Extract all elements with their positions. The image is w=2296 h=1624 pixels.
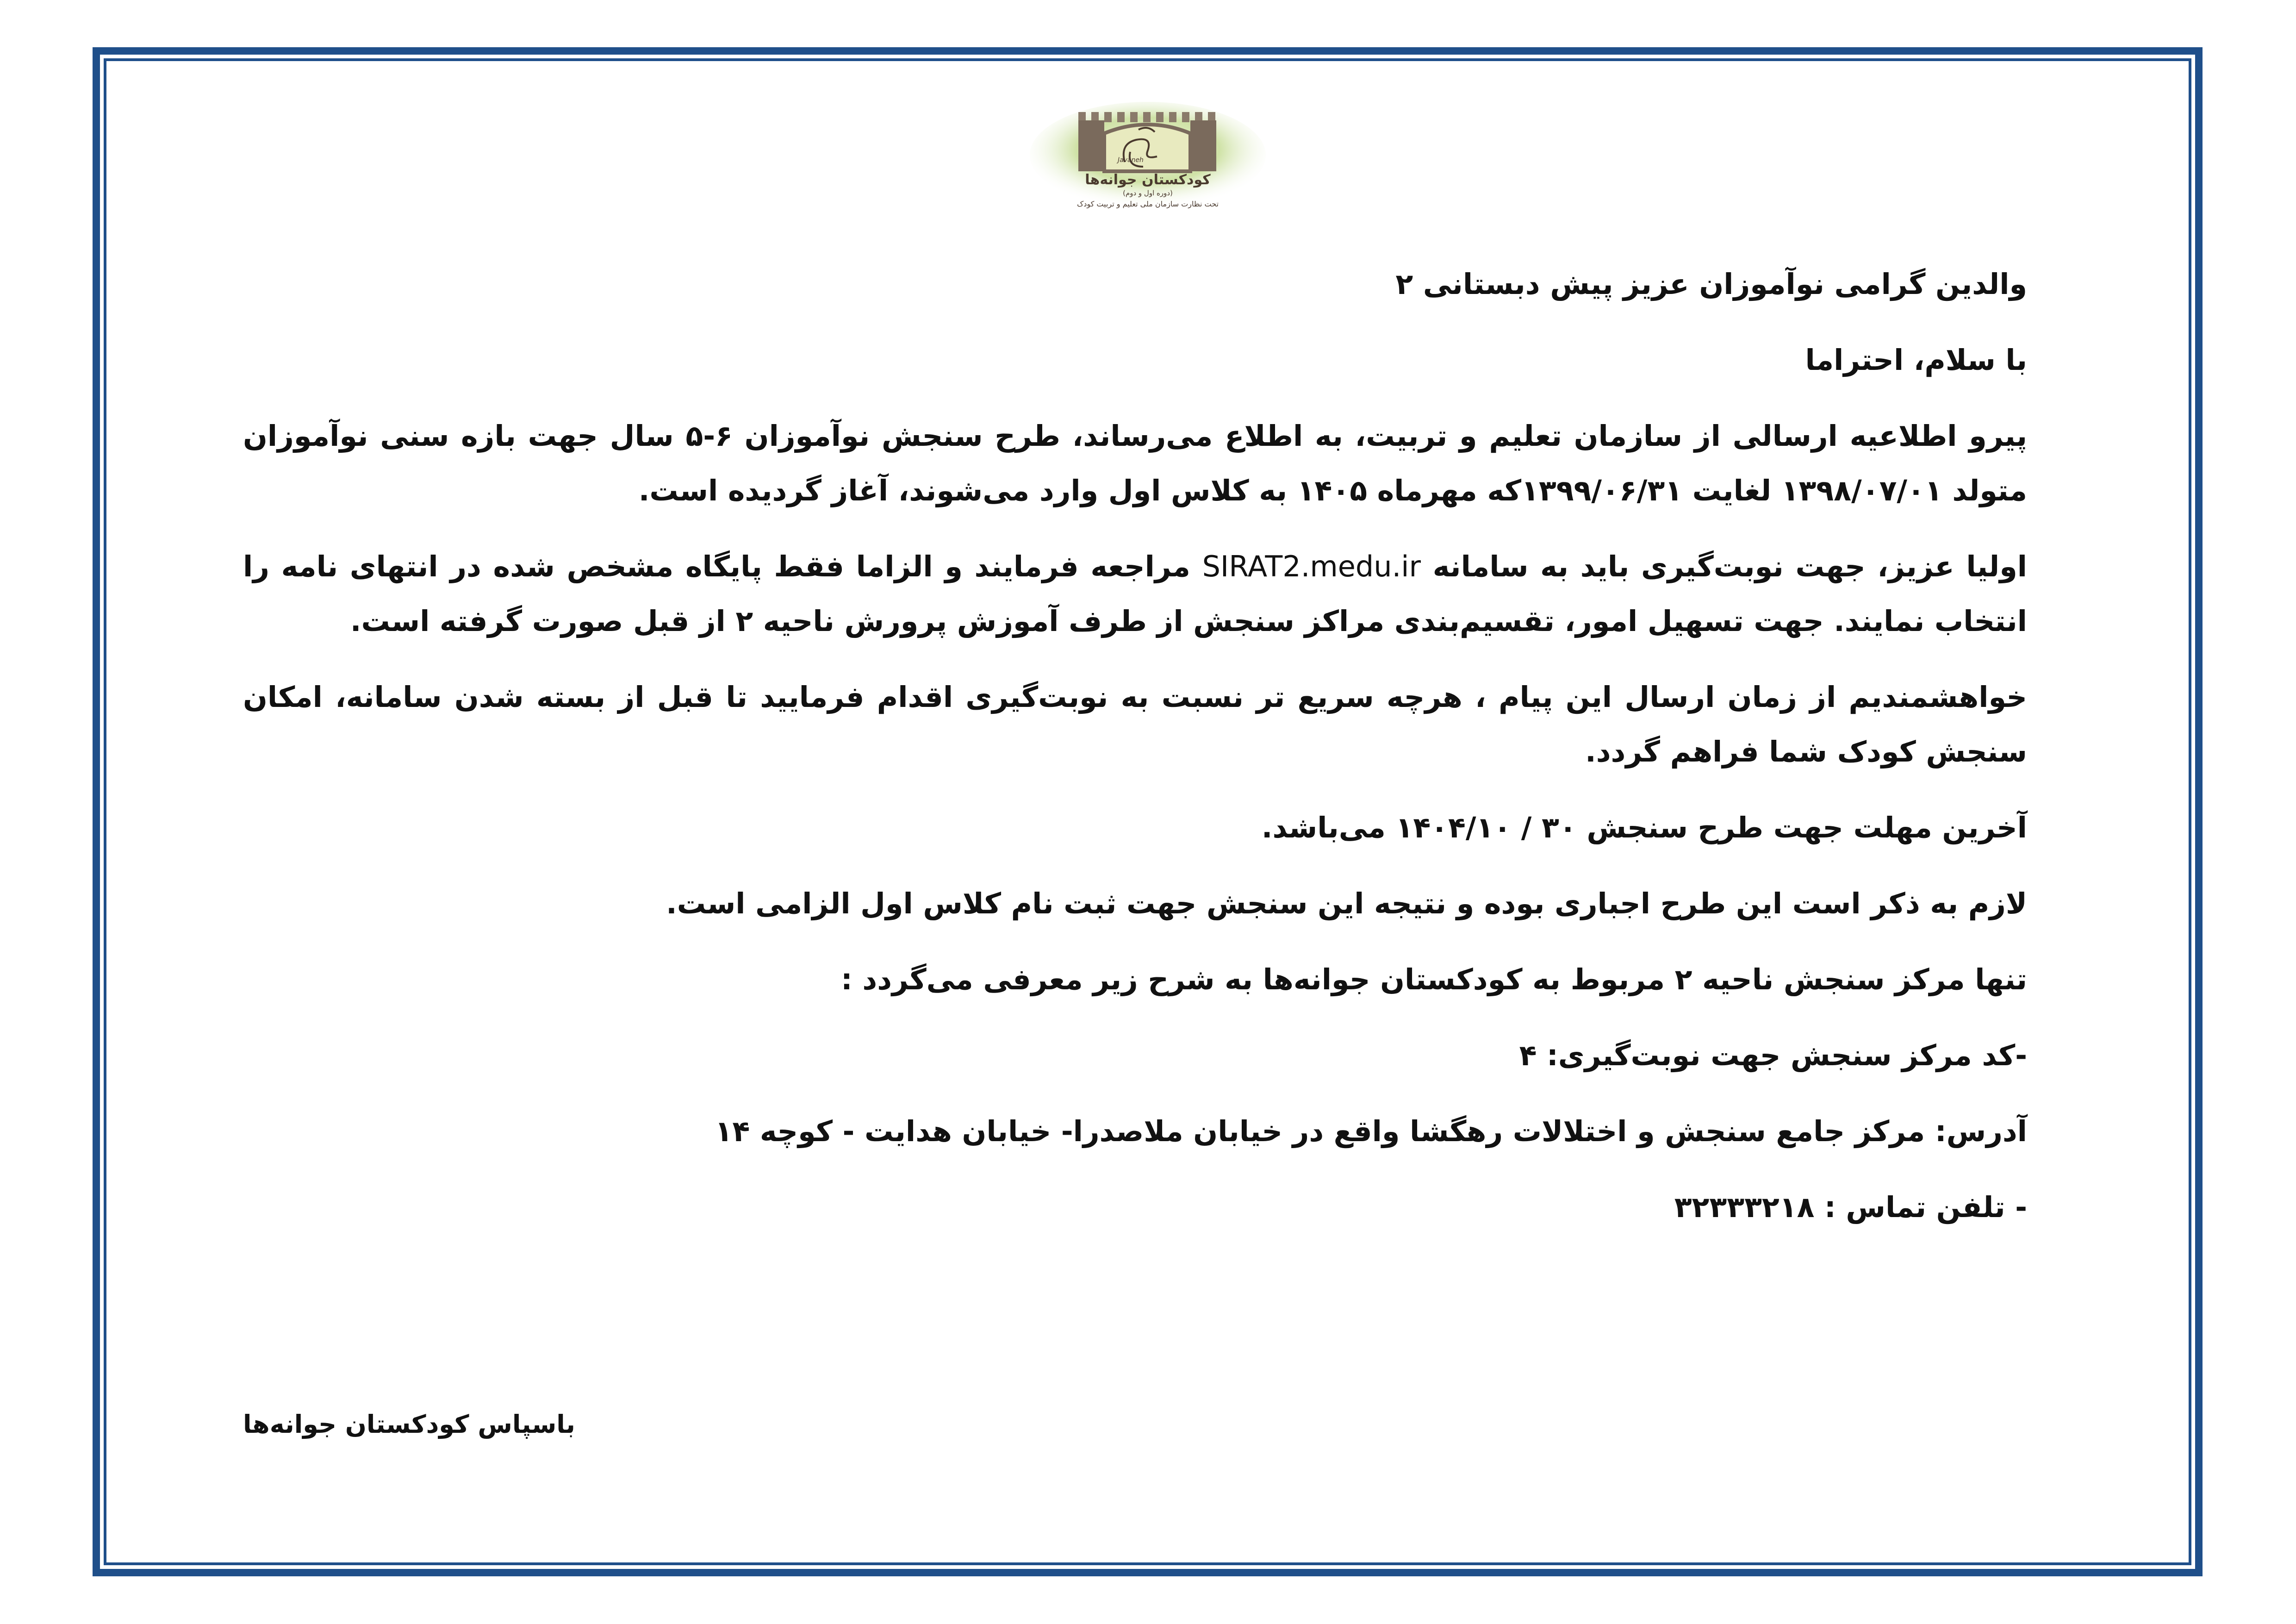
letter-center-code: -کد مرکز سنجش جهت نوبت‌گیری: ۴ bbox=[1519, 1038, 2027, 1072]
letter-heading: والدین گرامی نوآموزان عزیز پیش دبستانی ۲ bbox=[1395, 267, 2027, 301]
logo-caption: تحت نظارت سازمان ملی تعلیم و تربیت کودک bbox=[1076, 200, 1219, 208]
castle-icon bbox=[1078, 112, 1216, 171]
letter-signature: باسپاس کودکستان جوانه‌ها bbox=[243, 1410, 575, 1439]
letter-paragraph-intro: پیرو اطلاعیه ارسالی از سازمان تعلیم و تربیت، به اطلاع می‌رساند، طرح سنجش نوآموزان ۶-۵ سال جهت بازه سنی نوآموزان متولد ۱۳۹۸/۰۷/۰۱ لغایت ۱۳۹۹/۰۶/۳۱که مهرماه ۱۴۰۵ به کلاس اول وارد می‌شوند، آغاز گردیده است. bbox=[243, 419, 2028, 507]
letter-paragraph-urgency: خواهشمندیم از زمان ارسال این پیام ، هرچه سریع تر نسبت به نوبت‌گیری اقدام فرمایید تا قبل از بسته شدن سامانه، امکان سنجش کودک شما فراهم گردد. bbox=[243, 680, 2027, 768]
letter-center-intro: تنها مرکز سنجش ناحیه ۲ مربوط به کودکستان جوانه‌ها به شرح زیر معرفی می‌گردد : bbox=[841, 962, 2027, 996]
letter-greeting: با سلام، احتراما bbox=[1805, 343, 2027, 377]
sirat-website-link[interactable]: SIRAT2.medu.ir bbox=[1202, 550, 1421, 583]
svg-text:Javaneh: Javaneh bbox=[1118, 156, 1144, 164]
registration-text-after: مراجعه فرمایند و الزاما فقط پایگاه مشخص شده در انتهای نامه را انتخاب نمایند. جهت تسهیل امور، تقسیم‌بندی مراکز سنجش از طرف آموزش پرورش ناحیه ۲ از قبل صورت گرفته است. bbox=[243, 550, 2027, 638]
letter-paragraph-registration bbox=[243, 539, 2027, 649]
registration-text-before: اولیا عزیز، جهت نوبت‌گیری باید به سامانه bbox=[1432, 550, 2028, 583]
letter-address: آدرس: مرکز جامع سنجش و اختلالات رهگشا واقع در خیابان ملاصدرا- خیابان هدایت - کوچه ۱۴ bbox=[715, 1114, 2027, 1148]
letter-phone: - تلفن تماس : ۳۲۳۳۳۲۱۸ bbox=[1674, 1190, 2027, 1224]
letter-body bbox=[243, 257, 2027, 1256]
logo-title: کودکستان جوانه‌ها bbox=[1085, 172, 1211, 188]
kindergarten-logo bbox=[1009, 97, 1287, 218]
logo-subtitle: (دوره اول و دوم) bbox=[1123, 189, 1173, 197]
letter-mandatory-note: لازم به ذکر است این طرح اجباری بوده و نتیجه این سنجش جهت ثبت نام کلاس اول الزامی است. bbox=[666, 887, 2027, 920]
letter-deadline: آخرین مهلت جهت طرح سنجش ۳۰ / ۱۴۰۴/۱۰ می‌باشد. bbox=[1261, 811, 2027, 844]
